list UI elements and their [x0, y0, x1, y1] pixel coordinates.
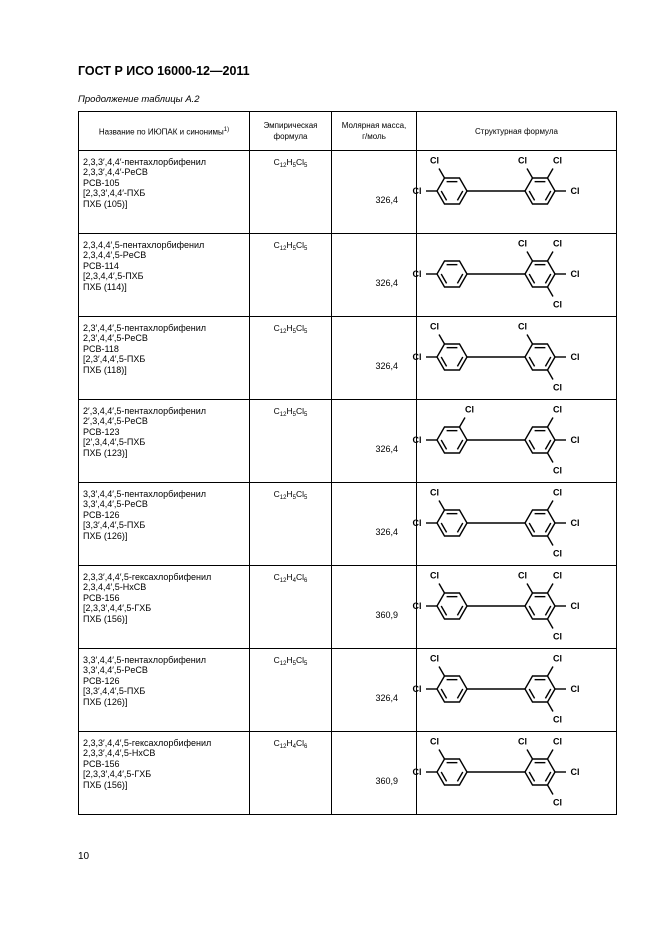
- empirical-formula: $C_{12}H_5Cl_5$: [273, 406, 308, 418]
- molar-mass-cell: [332, 566, 417, 649]
- compound-name-line: 2,3′,4,4′,5-PeCB: [83, 333, 148, 344]
- chlorine-label: Cl: [412, 684, 422, 694]
- molar-mass-value: 326,4: [375, 361, 398, 371]
- structural-formula-cell: [412, 317, 617, 400]
- chlorine-label: Cl: [430, 570, 439, 581]
- chlorine-bond: [527, 583, 533, 593]
- molar-mass-cell: [332, 317, 417, 400]
- compound-name-line: PCB-118: [83, 343, 119, 354]
- table-caption: Продолжение таблицы А.2: [78, 94, 200, 105]
- compound-name-line: ПХБ (126)]: [83, 530, 128, 541]
- compound-name-line: [3,3′,4,4′,5-ПХБ: [83, 686, 146, 697]
- empirical-formula: $C_{12}H_5Cl_5$: [273, 240, 308, 252]
- chlorine-label: Cl: [570, 435, 580, 445]
- table-row: [79, 566, 617, 649]
- compound-name-line: 3,3′,4,4′,5-пентахлорбифенил: [83, 655, 206, 665]
- empirical-formula: $C_{12}H_5Cl_5$: [273, 323, 308, 335]
- structure-diagram: [412, 732, 613, 812]
- empirical-formula: $C_{12}H_4Cl_6$: [273, 572, 308, 584]
- compound-name-line: ПХБ (105)]: [83, 198, 128, 209]
- empirical-formula-cell: [250, 234, 332, 317]
- chlorine-label: Cl: [412, 269, 422, 279]
- compound-name-line: [2,3,3′,4,4′,5-ГХБ: [83, 769, 152, 780]
- compound-name-line: PCB-156: [83, 758, 120, 769]
- molar-mass-cell: [332, 649, 417, 732]
- chlorine-bond: [548, 666, 554, 676]
- chlorine-label: Cl: [553, 570, 562, 581]
- chlorine-bond: [548, 702, 554, 712]
- compound-name-line: [2,3,3′,4,4′-ПХБ: [83, 188, 146, 199]
- compound-name-cell: [79, 732, 250, 815]
- compound-name-line: 2′,3,4,4′,5-PeCB: [83, 416, 148, 427]
- table-row: [79, 483, 617, 566]
- compound-name-line: 2,3,3′,4,4′-PeCB: [83, 167, 148, 178]
- compound-name-line: ПХБ (123)]: [83, 447, 128, 458]
- molar-mass-value: 326,4: [375, 527, 398, 537]
- chlorine-label: Cl: [430, 487, 439, 498]
- structure-diagram: [412, 483, 613, 563]
- compound-name-line: 2,3,3′,4,4′,5-гексахлорбифенил: [83, 738, 212, 748]
- chlorine-bond: [548, 417, 554, 427]
- structure-diagram: [412, 400, 613, 480]
- chlorine-label: Cl: [553, 714, 562, 725]
- header-molar-mass: Молярная масса, г/моль: [332, 112, 417, 151]
- empirical-formula-cell: [250, 317, 332, 400]
- compound-name-line: [2,3′,4,4′,5-ПХБ: [83, 354, 146, 365]
- structural-formula-cell: [412, 234, 617, 317]
- compound-name-line: ПХБ (114)]: [83, 281, 127, 292]
- molar-mass-cell: [332, 732, 417, 815]
- compound-name-line: 2,3,4,4′,5-пентахлорбифенил: [83, 240, 205, 250]
- compound-name-cell: [79, 317, 250, 400]
- chlorine-bond: [527, 749, 533, 759]
- chlorine-bond: [439, 334, 445, 344]
- chlorine-label: Cl: [412, 767, 422, 777]
- compound-name-line: ПХБ (156)]: [83, 779, 128, 790]
- chlorine-label: Cl: [570, 767, 580, 777]
- table-row: [79, 234, 617, 317]
- chlorine-label: Cl: [430, 321, 439, 332]
- chlorine-bond: [439, 749, 445, 759]
- chlorine-label: Cl: [518, 155, 527, 166]
- compound-name-line: [2′,3,4,4′,5-ПХБ: [83, 437, 146, 448]
- structural-formula-cell: [412, 566, 617, 649]
- compound-name-line: PCB-114: [83, 260, 119, 271]
- structural-formula-cell: [412, 483, 617, 566]
- chlorine-label: Cl: [570, 269, 580, 279]
- molar-mass-cell: [332, 400, 417, 483]
- chlorine-label: Cl: [570, 601, 580, 611]
- chlorine-label: Cl: [553, 797, 562, 808]
- chlorine-label: Cl: [430, 736, 439, 747]
- document-title: ГОСТ Р ИСО 16000-12—2011: [78, 64, 250, 78]
- chlorine-bond: [548, 168, 554, 178]
- compound-name-line: 2,3,3′,4,4′,5-гексахлорбифенил: [83, 572, 212, 582]
- compound-name-line: [2,3,4,4′,5-ПХБ: [83, 271, 144, 282]
- compound-name-line: [3,3′,4,4′,5-ПХБ: [83, 520, 146, 531]
- molar-mass-value: 326,4: [375, 693, 398, 703]
- chlorine-bond: [460, 417, 466, 427]
- chlorine-label: Cl: [570, 352, 580, 362]
- compound-name-line: ПХБ (118)]: [83, 364, 127, 375]
- compound-name-cell: [79, 483, 250, 566]
- chlorine-label: Cl: [553, 382, 562, 393]
- compound-name-line: 3,3′,4,4′,5-PeCB: [83, 499, 148, 510]
- compound-name-line: [2,3,3′,4,4′,5-ГХБ: [83, 603, 152, 614]
- empirical-formula-cell: [250, 566, 332, 649]
- chlorine-label: Cl: [412, 435, 422, 445]
- chlorine-label: Cl: [553, 238, 562, 249]
- compound-name-cell: [79, 649, 250, 732]
- empirical-formula-cell: [250, 151, 332, 234]
- compound-name-cell: [79, 151, 250, 234]
- table-row: [79, 732, 617, 815]
- molar-mass-cell: [332, 234, 417, 317]
- chlorine-bond: [439, 500, 445, 510]
- pcb-table: [78, 111, 617, 815]
- chlorine-label: Cl: [553, 299, 562, 310]
- compound-name-line: ПХБ (156)]: [83, 613, 128, 624]
- table-row: [79, 317, 617, 400]
- structural-formula-cell: [412, 400, 617, 483]
- empirical-formula: $C_{12}H_5Cl_5$: [273, 157, 308, 169]
- compound-name-line: PCB-105: [83, 177, 120, 188]
- chlorine-bond: [548, 536, 554, 546]
- table-row: [79, 151, 617, 234]
- chlorine-label: Cl: [570, 684, 580, 694]
- structure-diagram: [412, 317, 613, 397]
- chlorine-label: Cl: [570, 518, 580, 528]
- compound-name-line: 2′,3,4,4′,5-пентахлорбифенил: [83, 406, 206, 416]
- chlorine-label: Cl: [553, 631, 562, 642]
- chlorine-bond: [439, 168, 445, 178]
- compound-name-line: 2,3,4,4′,5-PeCB: [83, 250, 147, 261]
- compound-name-line: 2,3,3′,4,4′,5-HxCB: [83, 748, 156, 759]
- compound-name-line: ПХБ (126)]: [83, 696, 128, 707]
- chlorine-label: Cl: [553, 548, 562, 559]
- chlorine-label: Cl: [518, 570, 527, 581]
- structural-formula-cell: [412, 151, 617, 234]
- chlorine-bond: [527, 334, 533, 344]
- chlorine-bond: [439, 583, 445, 593]
- chlorine-bond: [548, 370, 554, 380]
- table-row: [79, 400, 617, 483]
- empirical-formula: $C_{12}H_5Cl_5$: [273, 655, 308, 667]
- chlorine-bond: [548, 619, 554, 629]
- empirical-formula: $C_{12}H_4Cl_6$: [273, 738, 308, 750]
- header-structural-formula: Структурная формула: [417, 112, 617, 151]
- chlorine-label: Cl: [518, 238, 527, 249]
- compound-name-cell: [79, 234, 250, 317]
- compound-name-line: 3,3′,4,4′,5-PeCB: [83, 665, 148, 676]
- compound-name-line: 2,3′,4,4′,5-пентахлорбифенил: [83, 323, 206, 333]
- molar-mass-value: 326,4: [375, 444, 398, 454]
- compound-name-line: PCB-156: [83, 592, 120, 603]
- chlorine-label: Cl: [553, 487, 562, 498]
- chlorine-bond: [548, 785, 554, 795]
- empirical-formula-cell: [250, 649, 332, 732]
- chlorine-label: Cl: [412, 601, 422, 611]
- compound-name-cell: [79, 566, 250, 649]
- chlorine-bond: [548, 583, 554, 593]
- chlorine-bond: [527, 251, 533, 261]
- molar-mass-value: 326,4: [375, 195, 398, 205]
- compound-name-line: PCB-123: [83, 426, 120, 437]
- empirical-formula-cell: [250, 483, 332, 566]
- chlorine-bond: [548, 251, 554, 261]
- compound-name-line: 2,3,4,4′,5-HxCB: [83, 582, 147, 593]
- table-row: [79, 649, 617, 732]
- chlorine-label: Cl: [553, 736, 562, 747]
- structure-diagram: [412, 234, 613, 314]
- structural-formula-cell: [412, 649, 617, 732]
- chlorine-label: Cl: [553, 155, 562, 166]
- empirical-formula: $C_{12}H_5Cl_5$: [273, 489, 308, 501]
- molar-mass-value: 360,9: [375, 610, 398, 620]
- chlorine-bond: [527, 168, 533, 178]
- chlorine-label: Cl: [430, 653, 439, 664]
- chlorine-label: Cl: [553, 404, 562, 415]
- structure-diagram: [412, 566, 613, 646]
- molar-mass-value: 360,9: [375, 776, 398, 786]
- molar-mass-value: 326,4: [375, 278, 398, 288]
- chlorine-label: Cl: [465, 404, 474, 415]
- empirical-formula-cell: [250, 400, 332, 483]
- chlorine-bond: [548, 749, 554, 759]
- chlorine-bond: [548, 453, 554, 463]
- molar-mass-cell: [332, 483, 417, 566]
- chlorine-label: Cl: [518, 736, 527, 747]
- empirical-formula-cell: [250, 732, 332, 815]
- chlorine-bond: [439, 666, 445, 676]
- chlorine-bond: [548, 287, 554, 297]
- chlorine-label: Cl: [412, 518, 422, 528]
- header-name: Название по ИЮПАК и синонимы$^{1)}$: [79, 112, 250, 151]
- structure-diagram: [412, 649, 613, 729]
- compound-name-cell: [79, 400, 250, 483]
- compound-name-line: 2,3,3′,4,4′-пентахлорбифенил: [83, 157, 206, 167]
- table-header-row: [79, 112, 617, 151]
- chlorine-label: Cl: [570, 186, 580, 196]
- chlorine-label: Cl: [412, 352, 422, 362]
- chlorine-label: Cl: [553, 465, 562, 476]
- chlorine-label: Cl: [430, 155, 439, 166]
- page-number: 10: [78, 851, 90, 862]
- compound-name-line: 3,3′,4,4′,5-пентахлорбифенил: [83, 489, 206, 499]
- chlorine-label: Cl: [518, 321, 527, 332]
- molar-mass-cell: [332, 151, 417, 234]
- structure-diagram: [412, 151, 613, 231]
- structural-formula-cell: [412, 732, 617, 815]
- compound-name-line: PCB-126: [83, 675, 120, 686]
- compound-name-line: PCB-126: [83, 509, 120, 520]
- chlorine-label: Cl: [553, 653, 562, 664]
- chlorine-bond: [548, 500, 554, 510]
- header-empirical-formula: Эмпирическая формула: [250, 112, 332, 151]
- chlorine-label: Cl: [412, 186, 422, 196]
